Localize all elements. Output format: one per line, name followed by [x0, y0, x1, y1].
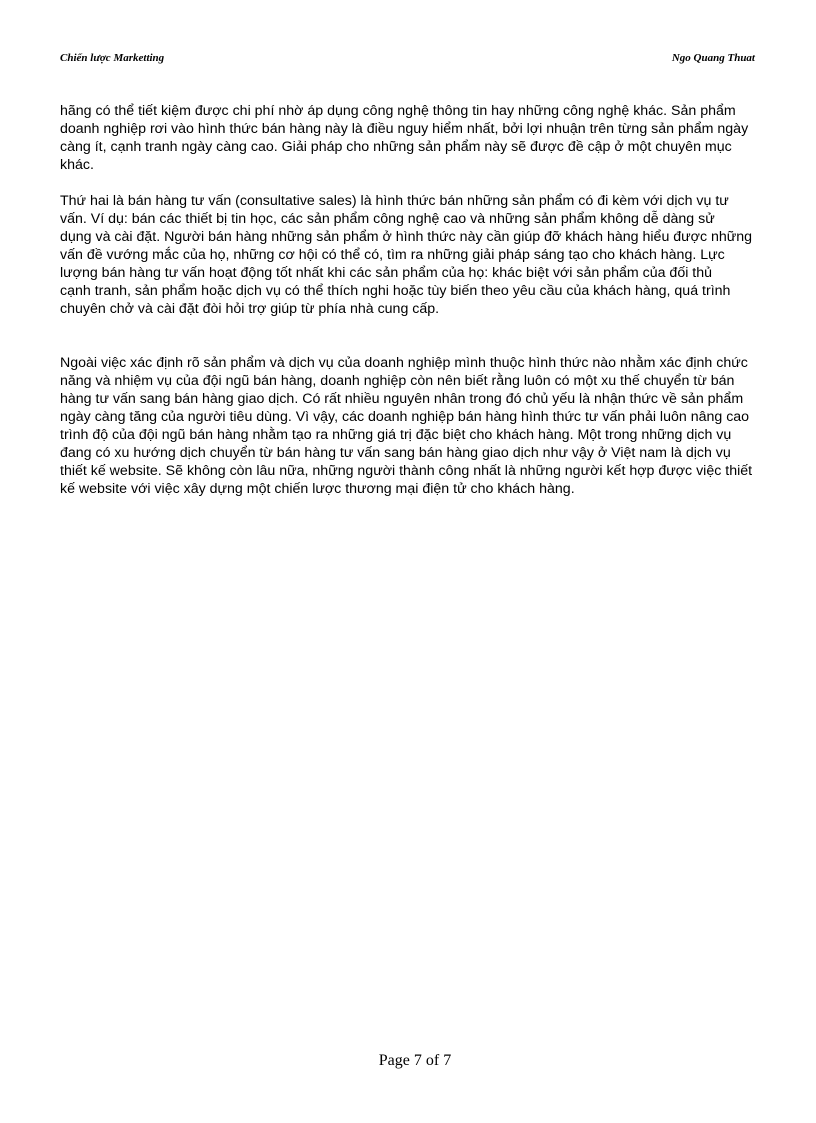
paragraph-3: [60, 354, 772, 498]
paragraph-spacer: [60, 318, 772, 354]
document-body: [60, 102, 772, 498]
header-document-title: Chiến lược Marketting: [60, 52, 165, 64]
text-line: năng và nhiệm vụ của đội ngũ bán hàng, doanh nghiệp còn nên biết rằng luôn có một xu thế chuyển từ bán: [60, 373, 735, 389]
text-line: lượng bán hàng tư vấn hoạt động tốt nhất khi các sản phẩm của họ: khác biệt với sản phẩm của đối thủ: [60, 265, 713, 281]
text-line: hãng có thể tiết kiệm được chi phí nhờ áp dụng công nghệ thông tin hay những công nghệ khác. Sản phẩm: [60, 103, 736, 119]
text-line: doanh nghiệp rơi vào hình thức bán hàng này là điều nguy hiểm nhất, bởi lợi nhuận trên từng sản phẩm ngày: [60, 121, 749, 137]
text-line: khác.: [60, 157, 94, 173]
paragraph-1: [60, 102, 772, 174]
text-line: ngày càng tăng của người tiêu dùng. Vì vậy, các doanh nghiệp bán hàng hình thức tư vấn phải luôn nâng cao: [60, 409, 750, 425]
page-number: Page 7 of 7: [378, 1052, 452, 1069]
text-line: thiết kế website. Sẽ không còn lâu nữa, những người thành công nhất là những người kết hợp được việc thiết: [60, 463, 753, 479]
text-line: vấn. Ví dụ: bán các thiết bị tin học, các sản phẩm công nghệ cao và những sản phẩm không dễ dàng sử: [60, 211, 715, 227]
text-line: vấn đề vướng mắc của họ, những cơ hội có thể có, tìm ra những giải pháp sáng tạo cho khách hàng. Lực: [60, 247, 725, 263]
text-line: chuyên chở và cài đặt đòi hỏi trợ giúp từ phía nhà cung cấp.: [60, 301, 440, 317]
page-header: [60, 52, 755, 68]
paragraph-spacer: [60, 174, 772, 192]
text-line: hàng tư vấn sang bán hàng giao dịch. Có rất nhiều nguyên nhân trong đó chủ yếu là nhận thức về sản phẩm: [60, 391, 744, 407]
paragraph-2: [60, 192, 772, 318]
text-line: càng ít, cạnh tranh ngày càng cao. Giải pháp cho những sản phẩm này sẽ được đề cập ở một chuyên mục: [60, 139, 732, 155]
text-line: Thứ hai là bán hàng tư vấn (consultative sales) là hình thức bán những sản phẩm có đi kèm với dịch vụ tư: [60, 193, 729, 209]
text-line: dụng và cài đặt. Người bán hàng những sản phẩm ở hình thức này cần giúp đỡ khách hàng hiểu được những: [60, 229, 753, 245]
header-author: Ngo Quang Thuat: [671, 52, 755, 64]
text-line: Ngoài việc xác định rõ sản phẩm và dịch vụ của doanh nghiệp mình thuộc hình thức nào nhằm xác định chức: [60, 355, 748, 371]
page-footer: [0, 1052, 816, 1070]
text-line: kế website với việc xây dựng một chiến lược thương mại điện tử cho khách hàng.: [60, 481, 575, 497]
text-line: trình độ của đội ngũ bán hàng nhằm tạo ra những giá trị đặc biệt cho khách hàng. Một trong những dịch vụ: [60, 427, 732, 443]
text-line: đang có xu hướng dịch chuyển từ bán hàng tư vấn sang bán hàng giao dịch như vậy ở Việt nam là dịch vụ: [60, 445, 731, 461]
text-line: cạnh tranh, sản phẩm hoặc dịch vụ có thể thích nghi hoặc tùy biến theo yêu cầu của khách hàng, quá trình: [60, 283, 731, 299]
